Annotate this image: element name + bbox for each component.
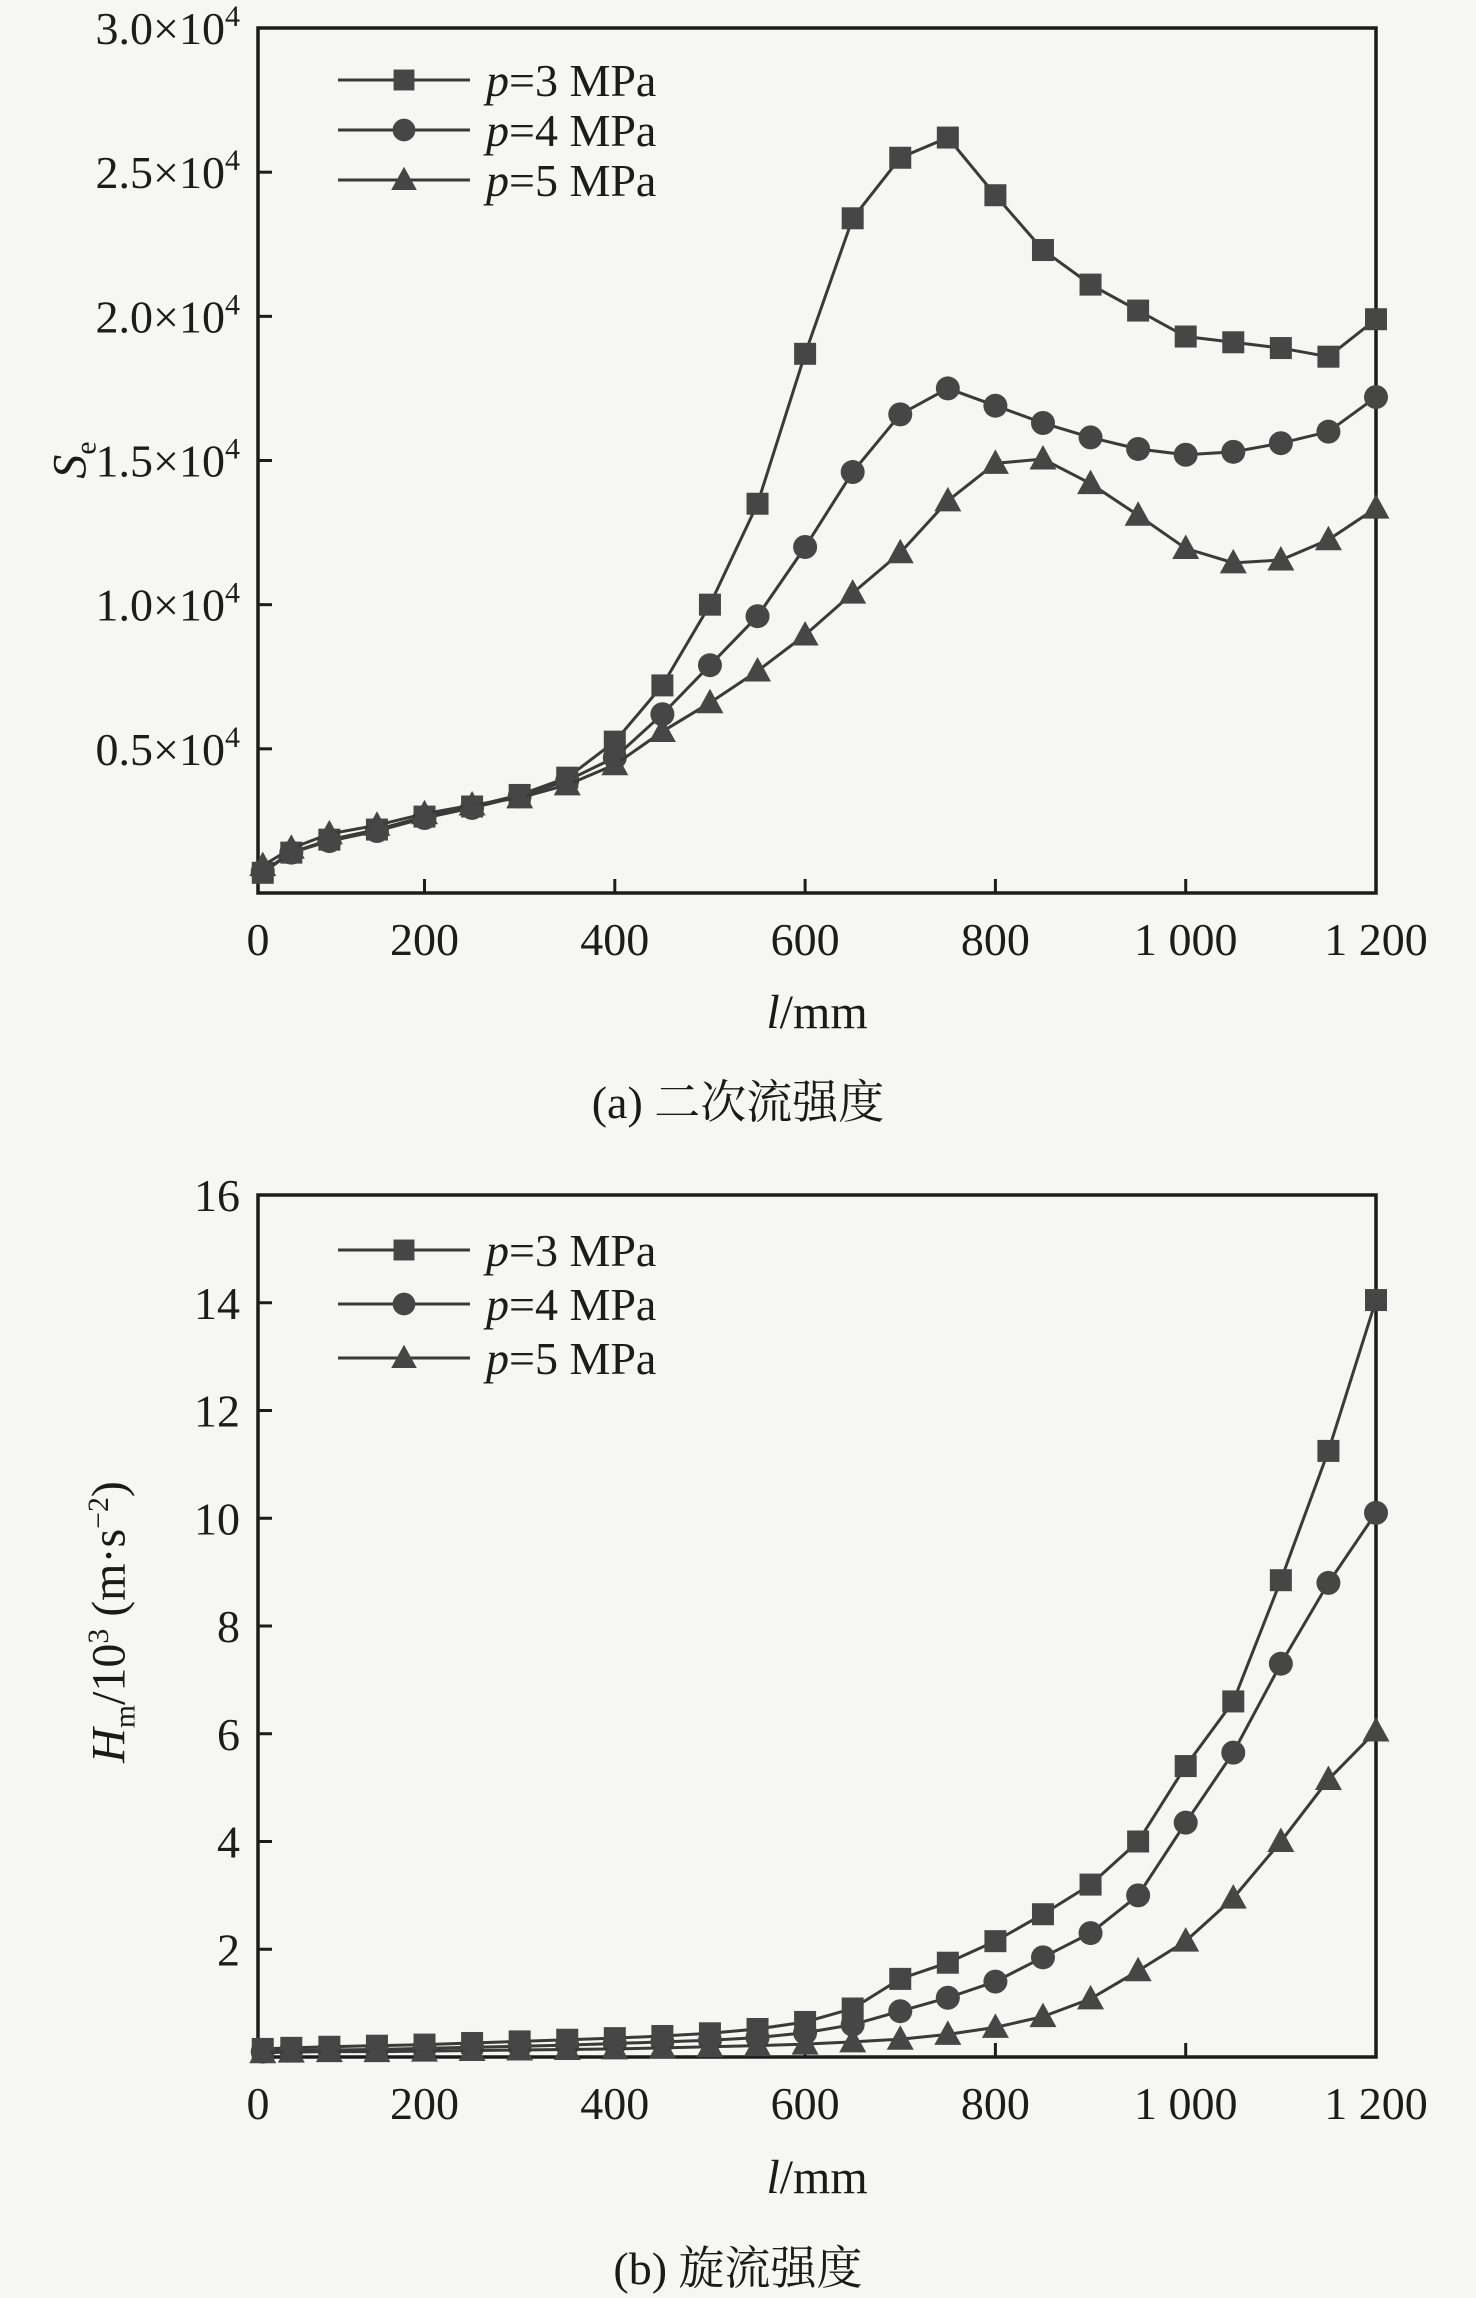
x-tick-label: 1 000: [1133, 2078, 1238, 2129]
legend-label: p=5 MPa: [486, 155, 657, 206]
x-tick-label: 400: [580, 2078, 650, 2129]
legend-item: [338, 55, 656, 106]
y-tick-label: 4: [217, 1816, 240, 1868]
y-tick-label: $0.5\times 10^4$: [95, 720, 240, 775]
axis-title-segment: l: [766, 2151, 780, 2204]
y-tick-label: 16: [194, 1170, 240, 1221]
triangle-marker: [1363, 494, 1390, 519]
circle-marker: [983, 394, 1007, 418]
square-marker: [889, 147, 911, 169]
circle-marker: [393, 1293, 416, 1316]
square-marker: [1080, 1874, 1102, 1896]
circle-marker: [1316, 1571, 1340, 1595]
y-tick-label: 8: [217, 1601, 240, 1652]
circle-marker: [841, 460, 865, 484]
legend-item: [338, 105, 656, 156]
square-marker: [937, 1952, 959, 1974]
triangle-marker: [696, 689, 723, 714]
plot-border: [258, 28, 1376, 893]
y-tick-label: 10: [194, 1493, 240, 1545]
circle-marker: [1221, 1741, 1245, 1765]
y-tick-label: $2.5\times 10^4$: [95, 144, 240, 199]
legend-item: [338, 155, 656, 206]
square-marker: [699, 594, 721, 616]
circle-marker: [1126, 1883, 1150, 1907]
triangle-marker: [744, 657, 771, 682]
plot-border: [258, 1195, 1376, 2057]
series-line: [263, 1513, 1376, 2052]
series-line: [263, 138, 1376, 873]
triangle-marker: [391, 1345, 417, 1368]
circle-marker: [888, 1999, 912, 2023]
chart-a-y-axis-title: [42, 441, 103, 478]
circle-marker: [936, 376, 960, 400]
triangle-marker: [1125, 1957, 1152, 1982]
chart-b-y-axis-title: [81, 1481, 142, 1763]
x-tick-label: 0: [246, 2078, 270, 2129]
x-tick-label: 600: [770, 914, 840, 965]
circle-marker: [1364, 1501, 1388, 1525]
square-marker: [1365, 1289, 1387, 1311]
square-marker: [1317, 1440, 1339, 1462]
series-line: [263, 459, 1376, 866]
axis-title-segment: e: [69, 441, 103, 455]
triangle-marker: [792, 621, 819, 646]
x-tick-label: 0: [246, 914, 270, 965]
y-tick-label: 6: [217, 1708, 240, 1760]
square-marker: [842, 207, 864, 229]
square-marker: [1127, 1831, 1149, 1853]
series-p-5-mpa: [249, 445, 1389, 876]
square-marker: [984, 184, 1006, 206]
triangle-marker: [1363, 1717, 1390, 1742]
legend-item: [338, 1279, 656, 1330]
triangle-marker: [1077, 470, 1104, 495]
y-axis: [96, 0, 272, 775]
legend-item: [338, 1333, 656, 1384]
x-tick-label: 1 200: [1324, 914, 1428, 965]
chart-a-x-axis-title: [258, 985, 1376, 1040]
chart-b-plot: [0, 1150, 1476, 2140]
x-tick-label: 800: [960, 2078, 1030, 2129]
square-marker: [394, 1240, 415, 1261]
chart-b-caption: (b) 旋流强度: [613, 2243, 863, 2294]
triangle-marker: [1029, 445, 1056, 470]
circle-marker: [1174, 443, 1198, 467]
circle-marker: [746, 604, 770, 628]
triangle-marker: [839, 579, 866, 604]
series-line: [263, 1300, 1376, 2049]
axis-title-segment: 3: [81, 1628, 115, 1644]
series-p-4-mpa: [251, 1501, 1388, 2064]
circle-marker: [1079, 425, 1103, 449]
square-marker: [1032, 239, 1054, 261]
chart-b-x-axis-title: [258, 2150, 1376, 2205]
y-tick-label: $1.0\times 10^4$: [95, 576, 240, 631]
y-tick-label: $2.0\times 10^4$: [95, 288, 240, 343]
axis-title-segment: S: [43, 454, 97, 479]
square-marker: [1270, 1569, 1292, 1591]
x-tick-label: 600: [770, 2078, 840, 2129]
circle-marker: [1221, 440, 1245, 464]
series-p-3-mpa: [252, 1289, 1387, 2060]
chart-a-caption: (a) 二次流强度: [591, 1077, 885, 1128]
triangle-marker: [1172, 534, 1199, 559]
square-marker: [937, 127, 959, 149]
series-line: [263, 1731, 1376, 2053]
axis-title-segment: /mm: [779, 2151, 868, 2204]
axis-title-segment: /10: [82, 1643, 136, 1706]
circle-marker: [936, 1986, 960, 2010]
triangle-marker: [1125, 501, 1152, 526]
square-marker: [1175, 1755, 1197, 1777]
square-marker: [984, 1930, 1006, 1952]
axis-title-segment: (m·s: [82, 1528, 136, 1629]
x-tick-label: 800: [960, 914, 1030, 965]
y-tick-label: 2: [217, 1924, 240, 1976]
circle-marker: [1269, 1652, 1293, 1676]
circle-marker: [393, 119, 416, 142]
circle-marker: [888, 402, 912, 426]
circle-marker: [983, 1970, 1007, 1994]
y-axis: [194, 1170, 272, 1975]
square-marker: [651, 674, 673, 696]
series-p-3-mpa: [252, 127, 1387, 884]
axis-title-segment: /mm: [779, 986, 868, 1039]
circle-marker: [1316, 420, 1340, 444]
axis-title-segment: H: [82, 1728, 136, 1763]
x-tick-label: 200: [390, 914, 460, 965]
square-marker: [1270, 337, 1292, 359]
square-marker: [1365, 308, 1387, 330]
y-tick-label: $1.5\times 10^4$: [95, 432, 240, 487]
x-tick-label: 1 200: [1324, 2078, 1428, 2129]
legend-label: p=3 MPa: [486, 55, 657, 106]
circle-marker: [793, 535, 817, 559]
square-marker: [1222, 331, 1244, 353]
legend: [338, 55, 656, 206]
square-marker: [889, 1968, 911, 1990]
triangle-marker: [1077, 1985, 1104, 2010]
square-marker: [747, 493, 769, 515]
legend-label: p=3 MPa: [486, 1225, 657, 1276]
square-marker: [1032, 1903, 1054, 1925]
x-tick-label: 200: [390, 2078, 460, 2129]
triangle-marker: [391, 167, 417, 190]
triangle-marker: [1029, 2003, 1056, 2028]
y-tick-label: 14: [194, 1277, 240, 1329]
y-tick-label: 12: [194, 1385, 240, 1437]
circle-marker: [1031, 411, 1055, 435]
axis-title-segment: −2: [81, 1497, 115, 1529]
axis-title-segment: ): [82, 1481, 136, 1498]
circle-marker: [698, 653, 722, 677]
legend-label: p=4 MPa: [486, 105, 657, 156]
legend-item: [338, 1225, 656, 1276]
legend-label: p=5 MPa: [486, 1333, 657, 1384]
circle-marker: [1269, 431, 1293, 455]
square-marker: [1317, 346, 1339, 368]
square-marker: [1222, 1690, 1244, 1712]
axis-title-segment: l: [766, 986, 780, 1039]
triangle-marker: [1315, 526, 1342, 551]
square-marker: [1080, 274, 1102, 296]
circle-marker: [1174, 1811, 1198, 1835]
legend-label: p=4 MPa: [486, 1279, 657, 1330]
series-p-5-mpa: [249, 1717, 1389, 2063]
chart-b: [0, 1150, 1476, 2298]
triangle-marker: [934, 487, 961, 512]
square-marker: [1175, 326, 1197, 348]
legend: [338, 1225, 656, 1384]
circle-marker: [1079, 1921, 1103, 1945]
square-marker: [1127, 300, 1149, 322]
x-tick-label: 400: [580, 914, 650, 965]
square-marker: [794, 343, 816, 365]
y-tick-label: $3.0\times 10^4$: [95, 0, 240, 54]
axis-title-segment: m: [108, 1705, 142, 1729]
circle-marker: [1364, 385, 1388, 409]
circle-marker: [1126, 437, 1150, 461]
circle-marker: [1031, 1945, 1055, 1969]
x-tick-label: 1 000: [1133, 914, 1238, 965]
square-marker: [394, 70, 415, 91]
chart-a-plot: [0, 0, 1476, 980]
triangle-marker: [1267, 546, 1294, 571]
series-line: [263, 388, 1376, 871]
